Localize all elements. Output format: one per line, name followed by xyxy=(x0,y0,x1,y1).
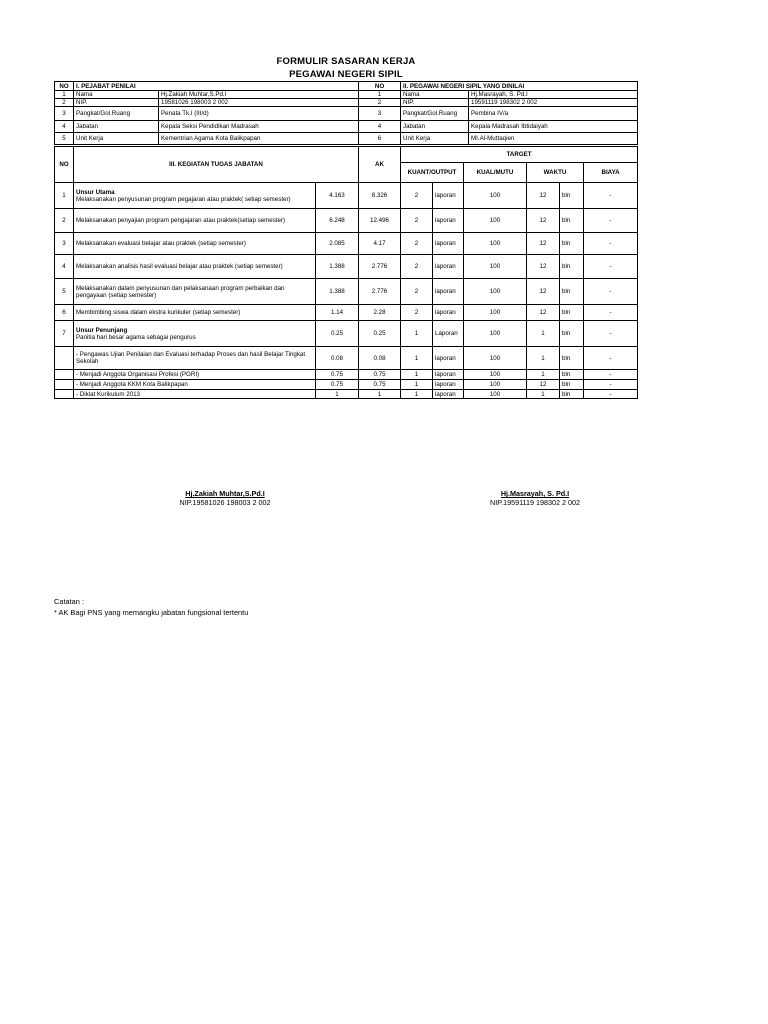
row-waktu: 1 xyxy=(527,321,560,347)
row-kuant: 1 xyxy=(401,380,433,390)
row-kual: 100 xyxy=(464,321,527,347)
row-desc: Melaksanakan penyajian program pengajaran atau praktek(setiap semester) xyxy=(74,209,316,233)
row-unit: Laporan xyxy=(433,321,464,347)
penilai-no: 5 xyxy=(55,133,74,145)
penilai-label: Pangkat/Gol.Ruang xyxy=(74,107,159,121)
row-waktu: 12 xyxy=(527,305,560,321)
table-row xyxy=(55,347,638,370)
row-waktu: 1 xyxy=(527,390,560,399)
row-value: 1.388 xyxy=(316,255,359,279)
row-no: 6 xyxy=(55,305,74,321)
dinilai-no-header: NO xyxy=(359,82,401,91)
row-waktu: 12 xyxy=(527,233,560,255)
dinilai-heading: II. PEGAWAI NEGERI SIPIL YANG DINILAI xyxy=(401,82,638,91)
row-kual: 100 xyxy=(464,347,527,370)
row-no: 4 xyxy=(55,255,74,279)
row-ak: 0.75 xyxy=(359,380,401,390)
row-waktu-unit: bln xyxy=(560,370,584,380)
row-biaya: - xyxy=(584,390,638,399)
row-desc: - Menjadi Anggota KKM Kota Balikpapan xyxy=(74,380,316,390)
row-desc: - Pengawas Ujian Penilaian dan Evaluasi terhadap Proses dan hasil Belajar Tingkat Sekolah xyxy=(74,347,316,370)
row-waktu-unit: bln xyxy=(560,209,584,233)
table-row xyxy=(55,380,638,390)
row-biaya: - xyxy=(584,209,638,233)
penilai-label: Unit Kerja xyxy=(74,133,159,145)
row-value: 0.08 xyxy=(316,347,359,370)
row-ak: 0.75 xyxy=(359,370,401,380)
dinilai-label: NIP. xyxy=(401,99,469,107)
row-desc: Membimbing siswa dalam ekstra kurikuler (setiap semester) xyxy=(74,305,316,321)
row-description xyxy=(74,321,316,347)
table-row xyxy=(55,321,638,347)
dinilai-label: Pangkat/Gol.Ruang xyxy=(401,107,469,121)
signature-penilai-name: Hj.Zakiah Muhtar,S.Pd.I xyxy=(185,489,265,498)
penilai-value: Kepala Seksi Pendidikan Madrasah xyxy=(159,121,359,133)
table-row xyxy=(55,255,638,279)
row-kuant: 2 xyxy=(401,209,433,233)
table-row xyxy=(55,305,638,321)
row-unit: laporan xyxy=(433,380,464,390)
signature-dinilai xyxy=(450,489,620,507)
row-biaya: - xyxy=(584,380,638,390)
form-title-line1: FORMULIR SASARAN KERJA xyxy=(276,56,416,67)
row-waktu-unit: bln xyxy=(560,305,584,321)
row-kual: 100 xyxy=(464,233,527,255)
row-unit: laporan xyxy=(433,370,464,380)
row-waktu-unit: bln xyxy=(560,321,584,347)
row-kual: 100 xyxy=(464,390,527,399)
row-ak: 2.776 xyxy=(359,255,401,279)
notes-label: Catatan : xyxy=(54,597,84,606)
notes xyxy=(54,596,248,618)
row-desc: Melaksanakan evaluasi belajar atau praktek (setiap semester) xyxy=(74,233,316,255)
row-unit: laporan xyxy=(433,347,464,370)
notes-line: * AK Bagi PNS yang memangku jabatan fungsional tertentu xyxy=(54,608,249,617)
row-value: 1.14 xyxy=(316,305,359,321)
row-desc: Melaksanakan analisis hasil evaluasi belajar atau praktek (setiap semester) xyxy=(74,255,316,279)
row-heading: Unsur Penunjang xyxy=(76,326,128,334)
row-value: 1 xyxy=(316,390,359,399)
row-ak: 8.326 xyxy=(359,183,401,209)
dinilai-label: Unit Kerja xyxy=(401,133,469,145)
row-no xyxy=(55,347,74,370)
row-desc: Melaksanakan dalam penyusunan dan pelaksanaan program perbaikan dan pengayaan (setiap semester) xyxy=(74,279,316,305)
row-no xyxy=(55,370,74,380)
signature-penilai-nip: NIP.19581026 198003 2 002 xyxy=(179,498,271,507)
row-unit: laporan xyxy=(433,279,464,305)
row-kuant: 2 xyxy=(401,255,433,279)
row-waktu: 12 xyxy=(527,255,560,279)
row-ak: 1 xyxy=(359,390,401,399)
row-value: 0.75 xyxy=(316,370,359,380)
row-waktu-unit: bln xyxy=(560,347,584,370)
row-value: 2.085 xyxy=(316,233,359,255)
penilai-no: 1 xyxy=(55,91,74,99)
row-kuant: 2 xyxy=(401,233,433,255)
penilai-value: Penata Tk.I (III/d) xyxy=(159,107,359,121)
row-kual: 100 xyxy=(464,305,527,321)
row-no: 5 xyxy=(55,279,74,305)
waktu-header: WAKTU xyxy=(527,163,584,183)
penilai-label: Jabatan xyxy=(74,121,159,133)
row-unit: laporan xyxy=(433,390,464,399)
dinilai-value: MI.Al-Muttaqien xyxy=(469,133,638,145)
table-row xyxy=(55,279,638,305)
row-waktu-unit: bln xyxy=(560,255,584,279)
biaya-header: BIAYA xyxy=(584,163,638,183)
row-kual: 100 xyxy=(464,209,527,233)
row-kuant: 1 xyxy=(401,321,433,347)
table-row xyxy=(55,183,638,209)
row-unit: laporan xyxy=(433,183,464,209)
row-waktu: 12 xyxy=(527,209,560,233)
row-unit: laporan xyxy=(433,305,464,321)
row-no: 2 xyxy=(55,209,74,233)
row-waktu: 1 xyxy=(527,370,560,380)
dinilai-no: 6 xyxy=(359,133,401,145)
row-kuant: 2 xyxy=(401,305,433,321)
row-description xyxy=(74,183,316,209)
dinilai-value: Hj.Masrayah, S. Pd.I xyxy=(469,91,638,99)
identity-table xyxy=(54,81,638,145)
dinilai-no: 2 xyxy=(359,99,401,107)
kual-mutu-header: KUAL/MUTU xyxy=(464,163,527,183)
dinilai-no: 1 xyxy=(359,91,401,99)
penilai-value: 19581026 198003 2 002 xyxy=(159,99,359,107)
row-biaya: - xyxy=(584,279,638,305)
activity-table xyxy=(54,146,638,183)
row-ak: 0.25 xyxy=(359,321,401,347)
penilai-no: 3 xyxy=(55,107,74,121)
dinilai-value: 19591119 198302 2 002 xyxy=(469,99,638,107)
signature-dinilai-nip: NIP.19591119 198302 2 002 xyxy=(490,498,580,507)
dinilai-label: Nama xyxy=(401,91,469,99)
row-kuant: 1 xyxy=(401,347,433,370)
row-heading: Unsur Utama xyxy=(76,188,115,196)
row-value: 0.25 xyxy=(316,321,359,347)
row-ak: 2.28 xyxy=(359,305,401,321)
row-kual: 100 xyxy=(464,380,527,390)
row-unit: laporan xyxy=(433,255,464,279)
row-desc: Panitia hari besar agama sebagai pengurus xyxy=(76,333,196,341)
row-biaya: - xyxy=(584,305,638,321)
row-unit: laporan xyxy=(433,209,464,233)
row-unit: laporan xyxy=(433,233,464,255)
row-biaya: - xyxy=(584,183,638,209)
target-header: TARGET xyxy=(401,147,638,163)
row-biaya: - xyxy=(584,347,638,370)
row-value: 1.388 xyxy=(316,279,359,305)
kuant-output-header: KUANT/OUTPUT xyxy=(401,163,464,183)
row-value: 6.248 xyxy=(316,209,359,233)
penilai-label: NIP. xyxy=(74,99,159,107)
dinilai-no: 3 xyxy=(359,107,401,121)
row-waktu: 1 xyxy=(527,347,560,370)
row-no xyxy=(55,380,74,390)
row-biaya: - xyxy=(584,321,638,347)
dinilai-value: Kepala Madrasah Ibtidaiyah xyxy=(469,121,638,133)
dinilai-no: 4 xyxy=(359,121,401,133)
dinilai-label: Jabatan xyxy=(401,121,469,133)
row-kuant: 2 xyxy=(401,279,433,305)
row-biaya: - xyxy=(584,255,638,279)
row-waktu-unit: bln xyxy=(560,279,584,305)
dinilai-value: Pembina IV/a xyxy=(469,107,638,121)
penilai-no: 2 xyxy=(55,99,74,107)
row-ak: 4.17 xyxy=(359,233,401,255)
penilai-label: Nama xyxy=(74,91,159,99)
penilai-no-header: NO xyxy=(55,82,74,91)
row-kual: 100 xyxy=(464,183,527,209)
row-kual: 100 xyxy=(464,255,527,279)
table-row xyxy=(55,209,638,233)
row-kuant: 1 xyxy=(401,370,433,380)
activity-kegiatan-header: III. KEGIATAN TUGAS JABATAN xyxy=(74,147,359,183)
penilai-heading: I. PEJABAT PENILAI xyxy=(74,82,359,91)
activity-ak-header: AK xyxy=(359,147,401,183)
row-desc: Melaksanakan penyusunan program pegajaran atau praktek( setiap semester) xyxy=(76,195,291,203)
row-desc: - Menjadi Anggota Organisasi Profesi (PGRI) xyxy=(74,370,316,380)
row-ak: 12.496 xyxy=(359,209,401,233)
row-no xyxy=(55,390,74,399)
signature-dinilai-name: Hj.Masrayah, S. Pd.I xyxy=(500,489,570,498)
row-desc: - Diklat Kurikulum 2013 xyxy=(74,390,316,399)
row-kuant: 2 xyxy=(401,183,433,209)
row-ak: 0.08 xyxy=(359,347,401,370)
row-value: 0.75 xyxy=(316,380,359,390)
table-row xyxy=(55,233,638,255)
row-biaya: - xyxy=(584,370,638,380)
activity-no-header: NO xyxy=(55,147,74,183)
row-biaya: - xyxy=(584,233,638,255)
row-waktu-unit: bln xyxy=(560,233,584,255)
row-kuant: 1 xyxy=(401,390,433,399)
row-kual: 100 xyxy=(464,370,527,380)
row-waktu: 12 xyxy=(527,183,560,209)
penilai-no: 4 xyxy=(55,121,74,133)
penilai-value: Hj.Zakiah Muhtar,S.Pd.I xyxy=(159,91,359,99)
row-value: 4.163 xyxy=(316,183,359,209)
row-waktu-unit: bln xyxy=(560,390,584,399)
row-waktu-unit: bln xyxy=(560,380,584,390)
signature-penilai xyxy=(140,489,310,507)
table-row xyxy=(55,390,638,399)
form-title-line2: PEGAWAI NEGERI SIPIL xyxy=(289,69,403,80)
row-kual: 100 xyxy=(464,279,527,305)
row-ak: 2.776 xyxy=(359,279,401,305)
activity-body xyxy=(54,182,638,399)
row-waktu-unit: bln xyxy=(560,183,584,209)
row-waktu: 12 xyxy=(527,380,560,390)
row-no: 7 xyxy=(55,321,74,347)
table-row xyxy=(55,370,638,380)
row-no: 3 xyxy=(55,233,74,255)
row-waktu: 12 xyxy=(527,279,560,305)
penilai-value: Kementrian Agama Kota Balikpapan xyxy=(159,133,359,145)
row-no: 1 xyxy=(55,183,74,209)
